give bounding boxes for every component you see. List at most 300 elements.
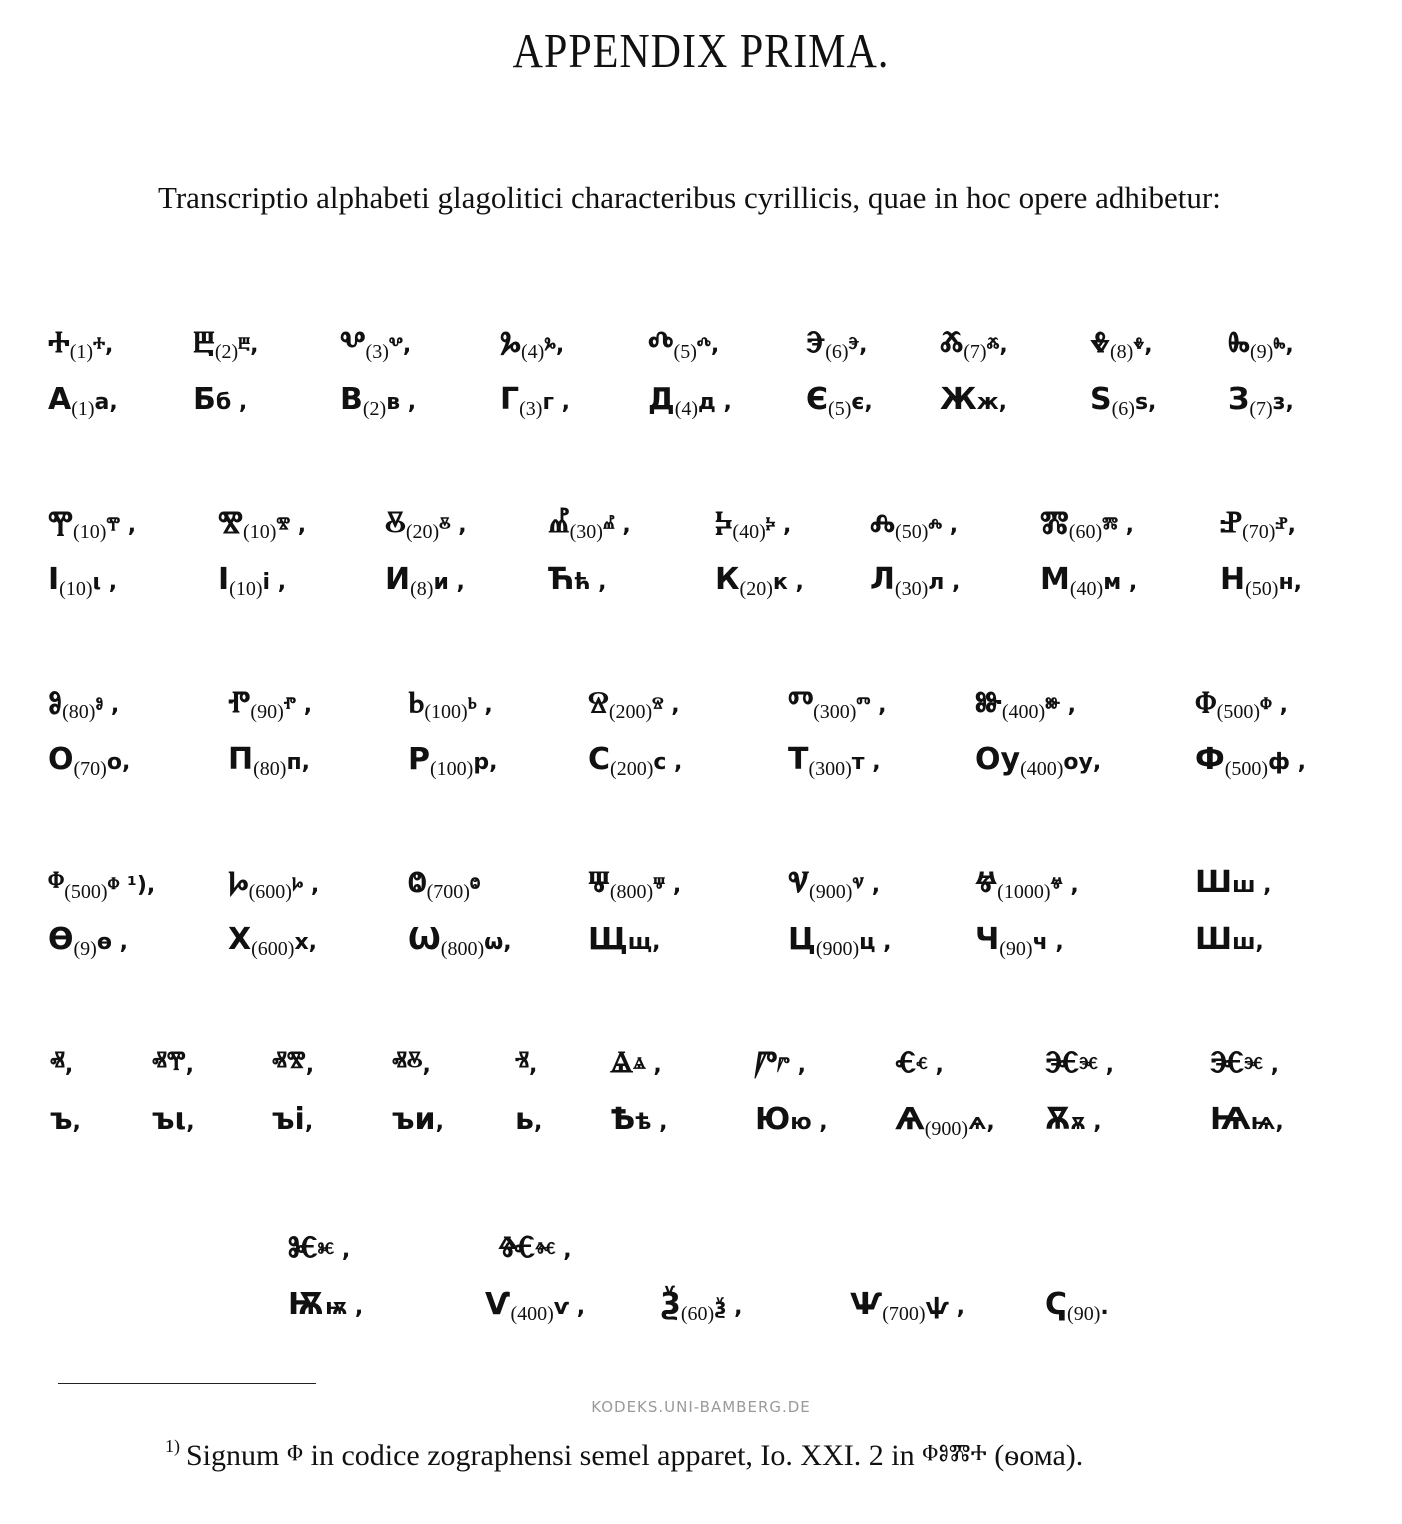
glagolitic-letter-cell xyxy=(1045,1045,1114,1080)
small-letter: с , xyxy=(653,750,683,775)
cyrillic-letter-cell xyxy=(48,382,118,420)
numeric-value: (1) xyxy=(71,398,95,420)
numeric-value: (400) xyxy=(510,1303,554,1325)
letter-glyph: Ш xyxy=(1195,922,1233,957)
numeric-value: (500) xyxy=(1216,701,1260,723)
glagolitic-letter-cell xyxy=(1210,1045,1279,1080)
small-letter: ⱗ , xyxy=(1244,1053,1279,1078)
letter-glyph: Ѩ xyxy=(1210,1102,1251,1137)
glagolitic-letter-cell xyxy=(515,1045,537,1080)
numeric-value: (20) xyxy=(739,578,773,600)
letter-glyph: Т xyxy=(788,742,809,777)
cyrillic-letter-cell xyxy=(755,1102,828,1137)
cyrillic-letter-cell xyxy=(588,742,683,780)
letter-glyph: Ч xyxy=(975,922,1000,957)
small-letter: ⰲ, xyxy=(388,333,412,358)
cyrillic-letter-cell xyxy=(975,922,1064,960)
small-letter: , xyxy=(186,1110,195,1135)
letter-glyph: В xyxy=(340,382,363,417)
numeric-value: (50) xyxy=(895,521,929,543)
block-4-glagolitic-row xyxy=(0,865,1402,915)
cyrillic-letter-cell xyxy=(340,382,417,420)
numeric-value: (500) xyxy=(64,881,108,903)
letter-glyph: ъі xyxy=(272,1102,305,1137)
footnote-text: Signum ⱇ in codice zographensi semel apparet, Io. XXI. 2 in ⱇⱁⰿⰰ (ѳома). xyxy=(186,1439,1084,1472)
letter-glyph: О xyxy=(48,742,74,777)
cyrillic-letter-cell xyxy=(500,382,570,420)
small-letter: ⱄ , xyxy=(652,693,680,718)
small-letter: м , xyxy=(1103,570,1138,595)
numeric-value: (200) xyxy=(608,701,653,723)
small-letter: о, xyxy=(106,750,131,775)
intro-text: Transcriptio alphabeti glagolitici characteribus cyrillicis, quae in hoc opere adhibetur: xyxy=(158,180,1221,215)
cyrillic-letter-cell xyxy=(48,922,128,960)
letter-glyph: Ҁ xyxy=(1045,1287,1068,1322)
glagolitic-letter-cell xyxy=(788,685,887,723)
small-letter: ⱈ , xyxy=(291,873,320,898)
letter-glyph: Ⰻ xyxy=(385,505,406,540)
small-letter: оу, xyxy=(1063,750,1102,775)
small-letter: ћ , xyxy=(574,570,607,595)
cyrillic-letter-cell xyxy=(385,562,465,600)
letter-glyph: Ι xyxy=(48,562,60,597)
letter-glyph: Ю xyxy=(755,1102,791,1137)
letter-glyph: Ⱆ xyxy=(975,685,1002,720)
letter-glyph: Ⱗ xyxy=(1210,1045,1245,1080)
letter-glyph: Д xyxy=(648,382,675,417)
small-letter: ж, xyxy=(976,390,1007,415)
glagolitic-letter-cell xyxy=(755,1045,806,1080)
numeric-value: (100) xyxy=(424,701,468,723)
cyrillic-letter-cell xyxy=(940,382,1007,417)
cyrillic-letter-cell xyxy=(610,1102,667,1137)
numeric-value: (90) xyxy=(1067,1303,1101,1325)
small-letter: ⱃ , xyxy=(467,693,493,718)
letter-glyph: ⱐ xyxy=(515,1045,530,1080)
cyrillic-letter-cell xyxy=(1220,562,1302,600)
small-letter: і , xyxy=(262,570,287,595)
glagolitic-letter-cell xyxy=(715,505,792,543)
small-letter: ⰺ , xyxy=(276,513,307,538)
glagolitic-letter-cell xyxy=(975,865,1079,903)
letter-glyph: Ⰶ xyxy=(940,325,964,360)
glagolitic-letter-cell xyxy=(548,505,631,543)
glagolitic-letter-cell xyxy=(1040,505,1134,543)
letter-glyph: Ⱃ xyxy=(408,685,425,720)
numeric-value: (6) xyxy=(1111,398,1135,420)
small-letter: ⰻ , xyxy=(439,513,467,538)
cyrillic-letter-cell xyxy=(788,742,881,780)
block-1-cyrillic-row xyxy=(0,382,1402,432)
small-letter: є, xyxy=(851,390,873,415)
letter-glyph: С xyxy=(588,742,611,777)
glagolitic-letter-cell xyxy=(272,1045,314,1080)
numeric-value: (4) xyxy=(674,398,699,420)
small-letter: ѱ , xyxy=(925,1295,965,1320)
small-letter: а, xyxy=(94,390,118,415)
cyrillic-letter-cell xyxy=(1045,1102,1102,1137)
small-letter: ⰵ, xyxy=(848,333,868,358)
small-letter: ⱓ , xyxy=(777,1053,806,1078)
block-2-glagolitic-row xyxy=(0,505,1402,555)
small-letter: ѯ , xyxy=(714,1295,743,1320)
numeric-value: (3) xyxy=(365,341,389,363)
cyrillic-letter-cell xyxy=(288,1287,363,1322)
numeric-value: (800) xyxy=(440,938,485,960)
letter-glyph: ⱏⰹ xyxy=(152,1045,186,1080)
letter-glyph: Ф xyxy=(1195,742,1225,777)
cyrillic-letter-cell xyxy=(715,562,804,600)
numeric-value: (60) xyxy=(1068,521,1103,543)
small-letter: ⱔ , xyxy=(916,1053,944,1078)
small-letter: ш , xyxy=(1232,873,1272,898)
block-5-glagolitic-row xyxy=(0,1045,1402,1095)
small-letter: ⰾ , xyxy=(928,513,959,538)
small-letter: ⰴ, xyxy=(696,333,720,358)
numeric-value: (40) xyxy=(732,521,766,543)
small-letter: ⱆ , xyxy=(1045,693,1076,718)
numeric-value: (1000) xyxy=(997,881,1051,903)
small-letter: ⱍ , xyxy=(1050,873,1079,898)
small-letter: . xyxy=(1100,1295,1109,1320)
small-letter: , xyxy=(185,1053,195,1078)
intro-paragraph xyxy=(48,170,1318,226)
glagolitic-letter-cell xyxy=(648,325,720,363)
letter-glyph: Ⰺ xyxy=(218,505,244,540)
numeric-value: (90) xyxy=(250,701,284,723)
numeric-value: (30) xyxy=(894,578,929,600)
cyrillic-letter-cell xyxy=(1228,382,1294,420)
letter-glyph: Ⰳ xyxy=(500,325,521,360)
small-letter: ѣ , xyxy=(635,1110,668,1135)
small-letter: х, xyxy=(294,930,318,955)
page-title: APPENDIX PRIMA. xyxy=(512,25,890,79)
letter-glyph: ъи xyxy=(392,1102,436,1137)
cyrillic-letter-cell xyxy=(272,1102,313,1137)
numeric-value: (400) xyxy=(1020,758,1064,780)
small-letter: ⰰ, xyxy=(93,333,114,358)
block-2-cyrillic-row xyxy=(0,562,1402,612)
numeric-value: (2) xyxy=(214,341,239,363)
small-letter: р, xyxy=(473,750,498,775)
glagolitic-letter-cell xyxy=(408,865,481,903)
letter-glyph: Є xyxy=(806,382,829,417)
small-letter: б , xyxy=(215,390,248,415)
glagolitic-letter-cell xyxy=(1228,325,1294,363)
numeric-value: (7) xyxy=(1249,398,1273,420)
cyrillic-letter-cell xyxy=(515,1102,542,1137)
letter-glyph: Ⱂ xyxy=(228,685,251,720)
footnote xyxy=(165,1438,1083,1473)
letter-glyph: К xyxy=(715,562,740,597)
small-letter: ⰼ , xyxy=(602,513,631,538)
numeric-value: (80) xyxy=(253,758,287,780)
small-letter: з, xyxy=(1272,390,1294,415)
numeric-value: (600) xyxy=(251,938,295,960)
footnote-rule xyxy=(58,1383,316,1384)
glagolitic-letter-cell xyxy=(193,325,259,363)
glagolitic-letter-cell xyxy=(218,505,307,543)
cyrillic-letter-cell xyxy=(1040,562,1138,600)
small-letter: ѧ, xyxy=(968,1110,995,1135)
small-letter: щ, xyxy=(627,930,661,955)
letter-glyph: Ⰲ xyxy=(340,325,366,360)
letter-glyph: Ⰾ xyxy=(870,505,896,540)
small-letter: д , xyxy=(698,390,732,415)
letter-glyph: ь xyxy=(515,1102,534,1137)
numeric-value: (7) xyxy=(963,341,987,363)
numeric-value: (70) xyxy=(1242,521,1276,543)
small-letter: ю , xyxy=(790,1110,828,1135)
numeric-value: (300) xyxy=(813,701,857,723)
glagolitic-letter-cell xyxy=(385,505,467,543)
letter-glyph: І xyxy=(218,562,230,597)
letter-glyph: Н xyxy=(1220,562,1246,597)
numeric-value: (800) xyxy=(609,881,654,903)
small-letter: в , xyxy=(386,390,417,415)
cyrillic-letter-cell xyxy=(788,922,892,960)
numeric-value: (200) xyxy=(610,758,654,780)
letter-glyph: И xyxy=(385,562,411,597)
letter-glyph: Ⱀ xyxy=(1220,505,1243,540)
small-letter: ⰹ , xyxy=(106,513,137,538)
small-letter: ⱋ , xyxy=(653,873,682,898)
numeric-value: (900) xyxy=(809,881,853,903)
cyrillic-letter-cell xyxy=(193,382,247,417)
numeric-value: (500) xyxy=(1224,758,1269,780)
cyrillic-letter-cell xyxy=(1090,382,1157,420)
letter-glyph: Ⱔ xyxy=(895,1045,917,1080)
cyrillic-letter-cell xyxy=(152,1102,195,1137)
numeric-value: (40) xyxy=(1069,578,1104,600)
glagolitic-letter-cell xyxy=(50,1045,73,1080)
small-letter: т , xyxy=(851,750,881,775)
letter-glyph: Ш xyxy=(1195,865,1233,900)
glagolitic-letter-cell xyxy=(288,1230,350,1265)
glagolitic-letter-cell xyxy=(408,685,493,723)
small-letter: г , xyxy=(542,390,570,415)
letter-glyph: Ⱁ xyxy=(48,685,63,720)
numeric-value: (30) xyxy=(569,521,603,543)
small-letter: ⱂ , xyxy=(283,693,313,718)
cyrillic-letter-cell xyxy=(228,742,310,780)
watermark: KODEKS.UNI-BAMBERG.DE xyxy=(591,1398,811,1416)
numeric-value: (400) xyxy=(1001,701,1046,723)
glagolitic-letter-cell xyxy=(48,865,156,903)
letter-glyph: Оу xyxy=(975,742,1021,777)
letter-glyph: Ⱌ xyxy=(788,865,810,900)
glagolitic-letter-cell xyxy=(48,325,114,363)
small-letter: ⱉ xyxy=(469,873,481,898)
glagolitic-letter-cell xyxy=(870,505,959,543)
glagolitic-letter-cell xyxy=(48,505,137,543)
numeric-value: (6) xyxy=(825,341,849,363)
glagolitic-letter-cell xyxy=(152,1045,194,1080)
numeric-value: (10) xyxy=(73,521,107,543)
letter-glyph: Ѫ xyxy=(1045,1102,1071,1137)
small-letter: ⰸ, xyxy=(1273,333,1294,358)
cyrillic-letter-cell xyxy=(850,1287,965,1325)
cyrillic-letter-cell xyxy=(1045,1287,1109,1325)
glagolitic-letter-cell xyxy=(806,325,868,363)
numeric-value: (8) xyxy=(1109,341,1134,363)
glagolitic-letter-cell xyxy=(588,685,680,723)
letter-glyph: М xyxy=(1040,562,1070,597)
block-5-cyrillic-row xyxy=(0,1102,1402,1152)
small-letter: , xyxy=(529,1053,538,1078)
numeric-value: (600) xyxy=(248,881,292,903)
numeric-value: (3) xyxy=(519,398,543,420)
letter-glyph: Ѕ xyxy=(1090,382,1112,417)
letter-glyph: Ⰽ xyxy=(715,505,733,540)
cyrillic-letter-cell xyxy=(485,1287,586,1325)
letter-glyph: Ⰿ xyxy=(1040,505,1069,540)
glagolitic-letter-cell xyxy=(788,865,881,903)
small-letter: ⱁ , xyxy=(95,693,120,718)
letter-glyph: Ѭ xyxy=(288,1287,326,1322)
letter-glyph: ⱏⰻ xyxy=(392,1045,423,1080)
small-letter: ц , xyxy=(859,930,892,955)
cyrillic-letter-cell xyxy=(870,562,961,600)
letter-glyph: А xyxy=(48,382,72,417)
small-letter: , xyxy=(435,1110,444,1135)
cyrillic-letter-cell xyxy=(218,562,287,600)
small-letter: , xyxy=(304,1110,314,1135)
small-letter: ѳ , xyxy=(96,930,128,955)
cyrillic-letter-cell xyxy=(895,1102,995,1140)
cyrillic-letter-cell xyxy=(392,1102,444,1137)
letter-glyph: Ⱈ xyxy=(228,865,249,900)
letter-glyph: Ⱇ xyxy=(1195,685,1217,720)
small-letter: ⱙ , xyxy=(535,1238,572,1263)
letter-glyph: Х xyxy=(228,922,252,957)
letter-glyph: Ѡ xyxy=(408,922,441,957)
block-3-glagolitic-row xyxy=(0,685,1402,735)
small-letter: ⰶ, xyxy=(986,333,1008,358)
cyrillic-letter-cell xyxy=(1195,742,1306,780)
numeric-value: (70) xyxy=(73,758,107,780)
glagolitic-letter-cell xyxy=(940,325,1008,363)
letter-glyph: П xyxy=(228,742,254,777)
small-letter: , xyxy=(422,1053,431,1078)
letter-glyph: ⱇ xyxy=(48,865,65,900)
numeric-value: (100) xyxy=(430,758,474,780)
numeric-value: (10) xyxy=(59,578,93,600)
letter-glyph: З xyxy=(1228,382,1250,417)
glagolitic-letter-cell xyxy=(392,1045,431,1080)
small-letter: ⱑ , xyxy=(633,1053,662,1078)
block-6-glagolitic-row xyxy=(0,1230,1402,1280)
letter-glyph: ъ xyxy=(50,1102,73,1137)
cyrillic-letter-cell xyxy=(806,382,873,420)
numeric-value: (20) xyxy=(405,521,440,543)
small-letter: ⰳ, xyxy=(544,333,565,358)
numeric-value: (5) xyxy=(673,341,697,363)
glagolitic-letter-cell xyxy=(588,865,682,903)
small-letter: , xyxy=(305,1053,315,1078)
numeric-value: (9) xyxy=(1250,341,1274,363)
small-letter: ⱘ , xyxy=(317,1238,351,1263)
letter-glyph: Ⱙ xyxy=(498,1230,536,1265)
cyrillic-letter-cell xyxy=(48,562,118,600)
footnote-marker: 1) xyxy=(165,1436,180,1456)
letter-glyph: ⱏⰺ xyxy=(272,1045,306,1080)
letter-glyph: Ж xyxy=(940,382,977,417)
glagolitic-letter-cell xyxy=(1090,325,1153,363)
small-letter: ѫ , xyxy=(1070,1110,1102,1135)
cyrillic-letter-cell xyxy=(588,922,660,957)
block-1-glagolitic-row xyxy=(0,325,1402,375)
numeric-value: (80) xyxy=(62,701,96,723)
numeric-value: (900) xyxy=(815,938,860,960)
glagolitic-letter-cell xyxy=(500,325,565,363)
glagolitic-letter-cell xyxy=(975,685,1076,723)
letter-glyph: Ⰹ xyxy=(48,505,74,540)
small-letter: и , xyxy=(433,570,465,595)
numeric-value: (10) xyxy=(229,578,263,600)
small-letter: ф , xyxy=(1268,750,1306,775)
small-letter: , xyxy=(72,1110,81,1135)
small-letter: ⰽ , xyxy=(765,513,792,538)
small-letter: ⱅ , xyxy=(856,693,887,718)
letter-glyph: Ⰷ xyxy=(1090,325,1110,360)
small-letter: ⰿ , xyxy=(1102,513,1134,538)
letter-glyph: Ⱘ xyxy=(288,1230,318,1265)
cyrillic-letter-cell xyxy=(408,742,498,780)
letter-glyph: Ѳ xyxy=(48,922,74,957)
numeric-value: (60) xyxy=(680,1303,715,1325)
letter-glyph: Ћ xyxy=(548,562,575,597)
small-letter: ѩ, xyxy=(1250,1110,1284,1135)
letter-glyph: Ѱ xyxy=(850,1287,883,1322)
letter-glyph: Б xyxy=(193,382,216,417)
letter-glyph: Л xyxy=(870,562,895,597)
letter-glyph: Ⰴ xyxy=(648,325,674,360)
small-letter: ѕ, xyxy=(1134,390,1157,415)
letter-glyph: ъι xyxy=(152,1102,187,1137)
numeric-value: (10) xyxy=(243,521,277,543)
numeric-value: (5) xyxy=(828,398,852,420)
numeric-value: (8) xyxy=(410,578,434,600)
numeric-value: (300) xyxy=(808,758,852,780)
small-letter: ⱗ , xyxy=(1079,1053,1114,1078)
small-letter: ⱇ ¹), xyxy=(107,873,156,898)
small-letter: ⰷ, xyxy=(1133,333,1153,358)
cyrillic-letter-cell xyxy=(548,562,607,597)
small-letter: ι , xyxy=(92,570,118,595)
cyrillic-letter-cell xyxy=(1210,1102,1284,1137)
small-letter: ѭ , xyxy=(325,1295,364,1320)
glagolitic-letter-cell xyxy=(498,1230,572,1265)
letter-glyph: Ѧ xyxy=(895,1102,925,1137)
glagolitic-letter-cell xyxy=(228,685,313,723)
cyrillic-letter-cell xyxy=(50,1102,81,1137)
letter-glyph: Ѯ xyxy=(660,1287,681,1322)
glagolitic-letter-cell xyxy=(48,685,120,723)
letter-glyph: Ⱗ xyxy=(1045,1045,1080,1080)
small-letter: ⰱ, xyxy=(238,333,259,358)
cyrillic-letter-cell xyxy=(648,382,732,420)
letter-glyph: Ⰼ xyxy=(548,505,570,540)
glagolitic-letter-cell xyxy=(1220,505,1296,543)
numeric-value: (4) xyxy=(521,341,545,363)
small-letter: н, xyxy=(1278,570,1302,595)
numeric-value: (2) xyxy=(362,398,387,420)
small-letter: ч , xyxy=(1032,930,1064,955)
glagolitic-letter-cell xyxy=(228,865,320,903)
letter-glyph: Ѵ xyxy=(485,1287,511,1322)
letter-glyph: Ⰰ xyxy=(48,325,70,360)
